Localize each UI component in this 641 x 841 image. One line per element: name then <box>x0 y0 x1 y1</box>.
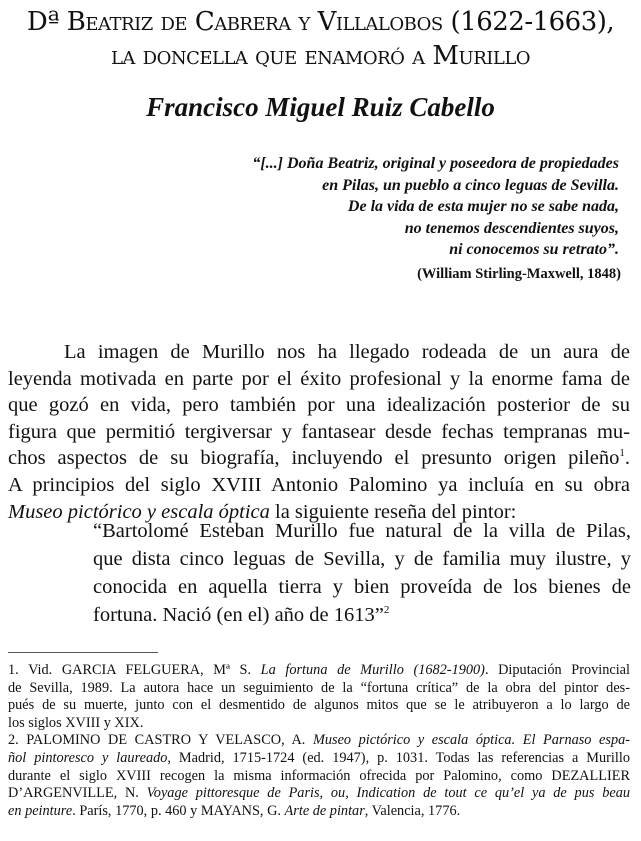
quote-line: conocida en aquella tierra y bien proveída de los bienes de <box>93 576 631 598</box>
footnote-text: , Valencia, 1776. <box>364 802 461 819</box>
footnote-1-line: los siglos XVIII y XIX. <box>8 714 144 731</box>
footnote-text: . Diputación Provincial <box>484 662 631 678</box>
footnote-text: , Madrid, 1715-1724 (ed. 1947), p. 1031. Todas las referencias a Murillo <box>167 749 630 766</box>
author-name: Francisco Miguel Ruiz Cabello <box>146 92 495 122</box>
footnote-italic: Voyage pittoresque de Paris, ou, Indication de tout ce qu’el ya de pus beau <box>146 785 630 802</box>
body-line: A principios del siglo XVIII Antonio Palomino ya incluía en su obra <box>8 473 630 496</box>
body-line: que gozó en vida, pero también por una idealización posterior de su <box>8 394 630 417</box>
footnote-1-line <box>8 662 630 680</box>
article-title-line-1: Dª Beatriz de Cabrera y Villalobos (1622-1663), <box>26 7 615 37</box>
body-line: La imagen de Murillo nos ha llegado rodeada de un aura de <box>64 341 630 363</box>
footnote-2-line <box>8 750 630 768</box>
body-paragraph <box>8 339 630 525</box>
quote-line-last <box>93 601 631 629</box>
epigraph-line: “[...] Doña Beatriz, original y poseedora de propiedades <box>252 155 619 172</box>
epigraph <box>252 153 619 261</box>
epigraph-line: no tenemos descendientes suyos, <box>404 219 619 237</box>
footnote-ref-2: 2 <box>383 604 390 617</box>
footnote-italic: Museo pictórico y escala óptica. El Parnaso espa- <box>312 732 630 749</box>
footnote-text: 2. PALOMINO DE CASTRO Y VELASCO, A. <box>8 732 313 749</box>
footnote-2-line <box>8 732 630 750</box>
epigraph-line: De la vida de esta mujer no se sabe nada, <box>347 198 619 215</box>
quote-line-text: fortuna. Nació (en el) año de 1613” <box>93 604 384 626</box>
body-line: figura que permitió tergiversar y fantasear desde fechas tempranas mu- <box>8 420 630 443</box>
body-line: leyenda motivada en parte por el éxito profesional y la enorme fama de <box>8 367 630 390</box>
block-quote <box>93 517 631 629</box>
quote-line: que dista cinco leguas de Sevilla, y de familia muy ilustre, y <box>93 548 631 570</box>
footnote-divider <box>8 652 158 653</box>
footnote-italic: ñol pintoresco y laureado <box>8 749 168 766</box>
quote-line: “Bartolomé Esteban Murillo fue natural de la villa de Pilas, <box>93 520 631 542</box>
footnote-text: 1. Vid. GARCIA FELGUERA, Mª S. <box>8 662 261 678</box>
footnote-italic: Arte de pintar <box>284 802 365 819</box>
article-title-line-2: la doncella que enamoró a Murillo <box>110 41 531 71</box>
footnote-1-line: de Sevilla, 1989. La autora hace un seguimiento de la “fortuna crítica” de la obra del pintor des- <box>8 679 630 696</box>
footnote-text: D’ARGENVILLE, N. <box>8 785 147 802</box>
epigraph-line: ni conocemos su retrato”. <box>449 241 619 258</box>
footnote-2-line: durante el siglo XVIII recogen la misma información ofrecida por Palomino, como DEZALLIER <box>8 767 630 784</box>
epigraph-line: en Pilas, un pueblo a cinco leguas de Sevilla. <box>322 176 619 194</box>
footnote-1-line: pués de su muerte, junto con el desmentido de algunos mitos que se le atribuyeron a lo largo de <box>8 697 630 714</box>
footnote-ref-1: 1 <box>619 447 625 460</box>
footnote-italic: en peinture <box>8 802 73 819</box>
footnote-2-line <box>8 803 630 821</box>
footnotes <box>8 662 630 820</box>
body-line-text: chos aspectos de su biografía, incluyendo el presunto origen pileño <box>8 447 620 470</box>
footnote-text: . París, 1770, p. 460 y MAYANS, G. <box>72 802 285 819</box>
book-title: Museo pictórico y escala óptica <box>8 500 270 523</box>
epigraph-citation: (William Stirling-Maxwell, 1848) <box>417 266 621 282</box>
footnote-italic: La fortuna de Murillo (1682-1900) <box>260 662 485 678</box>
body-line-text: la siguiente reseña del pintor: <box>269 500 517 523</box>
body-line-with-note: chos aspectos de su biografía, incluyendo el presunto origen pileño$^1$. <box>8 447 630 470</box>
footnote-2-line <box>8 785 630 803</box>
